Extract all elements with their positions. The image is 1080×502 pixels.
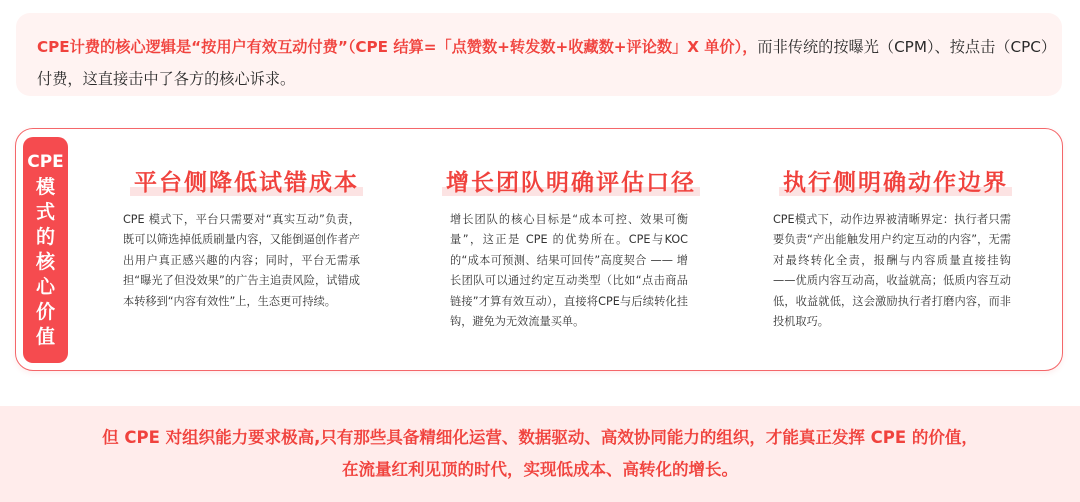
tag-char: 模 [35, 175, 55, 198]
column-platform-body: CPE 模式下，平台只需要对“真实互动”负责，既可以筛选掉低质刷量内容，又能倒逼创作者产出用户真正感兴趣的内容；同时，平台无需承担“曝光了但没效果”的广告主追责风险，试错成本转移到“内容有效性”上，生态更可持续。 [123, 213, 360, 308]
column-growth-body: 增长团队的核心目标是“成本可控、效果可衡量”，这正是 CPE 的优势所在。CPE与KOC 的“成本可预测、结果可回传”高度契合 —— 增长团队可以通过约定互动类型（比如“点击商品链接”才算有效互动），直接将CPE与后续转化挂钩，避免为无效流量买单。 [450, 213, 688, 329]
cpe-value-panel [15, 128, 1063, 371]
column-growth-title [446, 164, 696, 197]
tag-cpe-label: CPE [27, 151, 64, 172]
column-execution-body: CPE模式下，动作边界被清晰界定：执行者只需要负责“产出能触发用户约定互动的内容”，无需对最终转化全责，报酬与内容质量直接挂钩 ——优质内容互动高，收益就高；低质内容互动低，收益就低，这会激励执行者打磨内容，而非投机取巧。 [773, 213, 1011, 329]
outro-callout [0, 406, 1080, 502]
column-platform-title [134, 164, 359, 197]
tag-char: 价 [35, 300, 55, 323]
intro-emphasis: CPE计费的核心逻辑是“按用户有效互动付费”（CPE 结算=「点赞数+转发数+收藏数+评论数」X 单价）， [37, 38, 758, 56]
tag-char: 值 [35, 325, 55, 348]
intro-callout [16, 13, 1062, 96]
column-execution-title-text: 执行侧明确动作边界 [783, 170, 1008, 196]
intro-text: 而非传统的按曝光（CPM）、按点击（CPC）付费，这直接击中了各方的核心诉求。 [37, 38, 1057, 88]
outro-line-2: 在流量红利见顶的时代，实现低成本、高转化的增长。 [342, 460, 738, 479]
column-platform-title-text: 平台侧降低试错成本 [134, 170, 359, 196]
cpe-value-tag [23, 137, 68, 363]
column-execution-title [783, 164, 1008, 197]
column-growth-title-text: 增长团队明确评估口径 [446, 170, 696, 196]
tag-char: 的 [35, 225, 55, 248]
tag-char: 心 [35, 275, 55, 298]
tag-char: 核 [35, 250, 55, 273]
outro-line-1: 但 CPE 对组织能力要求极高,只有那些具备精细化运营、数据驱动、高效协同能力的组织，才能真正发挥 CPE 的价值， [102, 428, 978, 447]
tag-char: 式 [35, 200, 55, 223]
